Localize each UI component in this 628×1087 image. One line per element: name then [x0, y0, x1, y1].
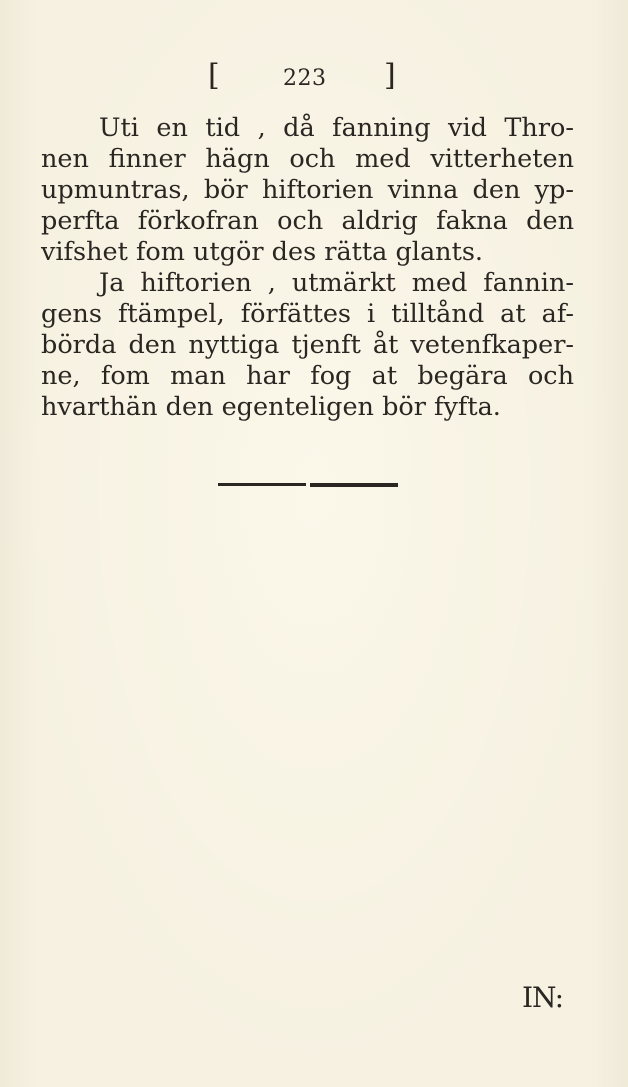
text-line: börda den nyttiga tjenft åt vetenfkaper- — [41, 330, 574, 360]
text-line: gens ftämpel, förfättes i tilltånd at af- — [41, 299, 574, 329]
text-line: hvarthän den egenteligen bör fyfta. — [41, 392, 501, 422]
text-line: Ja hiftorien , utmärkt med fannin- — [99, 268, 574, 298]
text-line: vifshet fom utgör des rätta glants. — [41, 237, 484, 267]
catchword: IN: — [522, 981, 563, 1014]
right-bracket: ] — [384, 58, 396, 93]
divider-right-segment — [310, 483, 398, 487]
left-bracket: [ — [208, 58, 220, 93]
text-line: ne, fom man har fog at begära och — [41, 361, 574, 391]
divider-left-segment — [218, 483, 306, 486]
text-line: perfta förkofran och aldrig fakna den — [41, 206, 574, 236]
text-line: Uti en tid , då fanning vid Thro- — [99, 113, 574, 143]
page-header — [0, 58, 628, 98]
page-number: 223 — [283, 66, 327, 91]
section-divider — [218, 483, 398, 487]
text-line: upmuntras, bör hiftorien vinna den yp- — [41, 175, 574, 205]
body-text — [41, 113, 574, 423]
text-line: nen finner hägn och med vitterheten — [41, 144, 574, 174]
